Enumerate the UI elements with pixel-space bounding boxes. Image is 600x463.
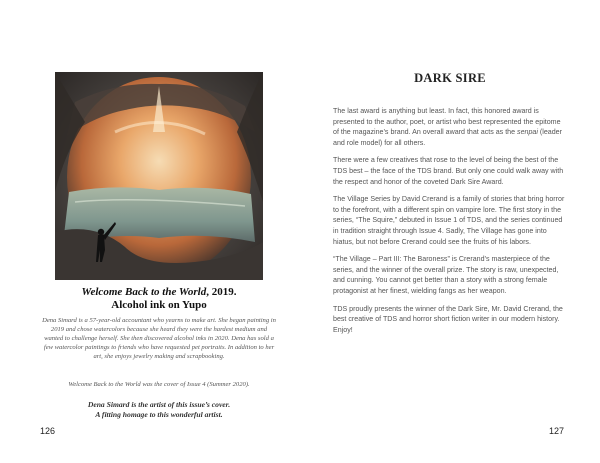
artwork-year: , 2019. (206, 286, 237, 298)
artwork-title: Welcome Back to the World (81, 286, 207, 298)
section-heading: DARK SIRE (414, 71, 486, 85)
artwork-medium: Alcohol ink on Yupo (111, 299, 207, 311)
page-number-left: 126 (40, 426, 56, 436)
cover-note: Welcome Back to the World was the cover of Issue 4 (Summer 2020). (68, 381, 250, 388)
paragraph-text: (leader and role model) for all others. (333, 128, 562, 147)
paragraph: “The Village – Part III: The Baroness” is Crerand’s masterpiece of the series, and the winner of the overall prize. The story is raw, unexpected, and cunning. You cannot get better than a story with a strong female protagonist at her finest, wielding fangs as her weapon. (333, 255, 559, 295)
artwork-caption (40, 286, 278, 312)
credit-line-1: Dena Simard is the artist of this issue’s cover. (87, 400, 231, 409)
paragraph: TDS proudly presents the winner of the Dark Sire, Mr. David Crerand, the best creative of TDS and horror short fiction writer in our modern history. Enjoy! (333, 304, 563, 334)
article-body (333, 106, 565, 342)
cover-artwork (55, 72, 263, 280)
artist-bio: Dena Simard is a 57-year-old accountant who yearns to make art. She began painting in 2019 and chose watercolors because she heard they were the hardest medium and wanted to challenge herself. She then discovered alcohol inks in 2020. Dena has sold a few watercolor paintings to friends who have requested pet portraits. In addition to her art, she enjoys jewelry making and scrapbooking. (42, 317, 276, 360)
page-number-right: 127 (548, 426, 564, 436)
emphasis-text: senpai (517, 128, 538, 137)
artist-credit (42, 400, 276, 420)
credit-line-2: A fitting homage to this wonderful artist. (95, 410, 223, 419)
paragraph-text: The last award is anything but least. In fact, this honored award is presented to the author, poet, or artist who best represented the epitome of the magazine’s brand. An overall award that acts as the (333, 107, 561, 137)
paragraph (333, 106, 565, 148)
paragraph: The Village Series by David Crerand is a family of stories that bring horror to the forefront, with a different spin on vampire lore. The first story in the series, “The Squire,” debuted in Issue 1 of TDS, and the series continued in tradition straight through Issue 4. Sadly, The Village has gone into hiatus, but not before Crerand could see the fruits of his labors. (333, 195, 565, 246)
paragraph: There were a few creatives that rose to the level of being the best of the TDS best – the face of the TDS brand. But only one could walk away with the respect and honor of the coveted Dark Sire Award. (333, 156, 564, 186)
painting-image (55, 72, 263, 280)
